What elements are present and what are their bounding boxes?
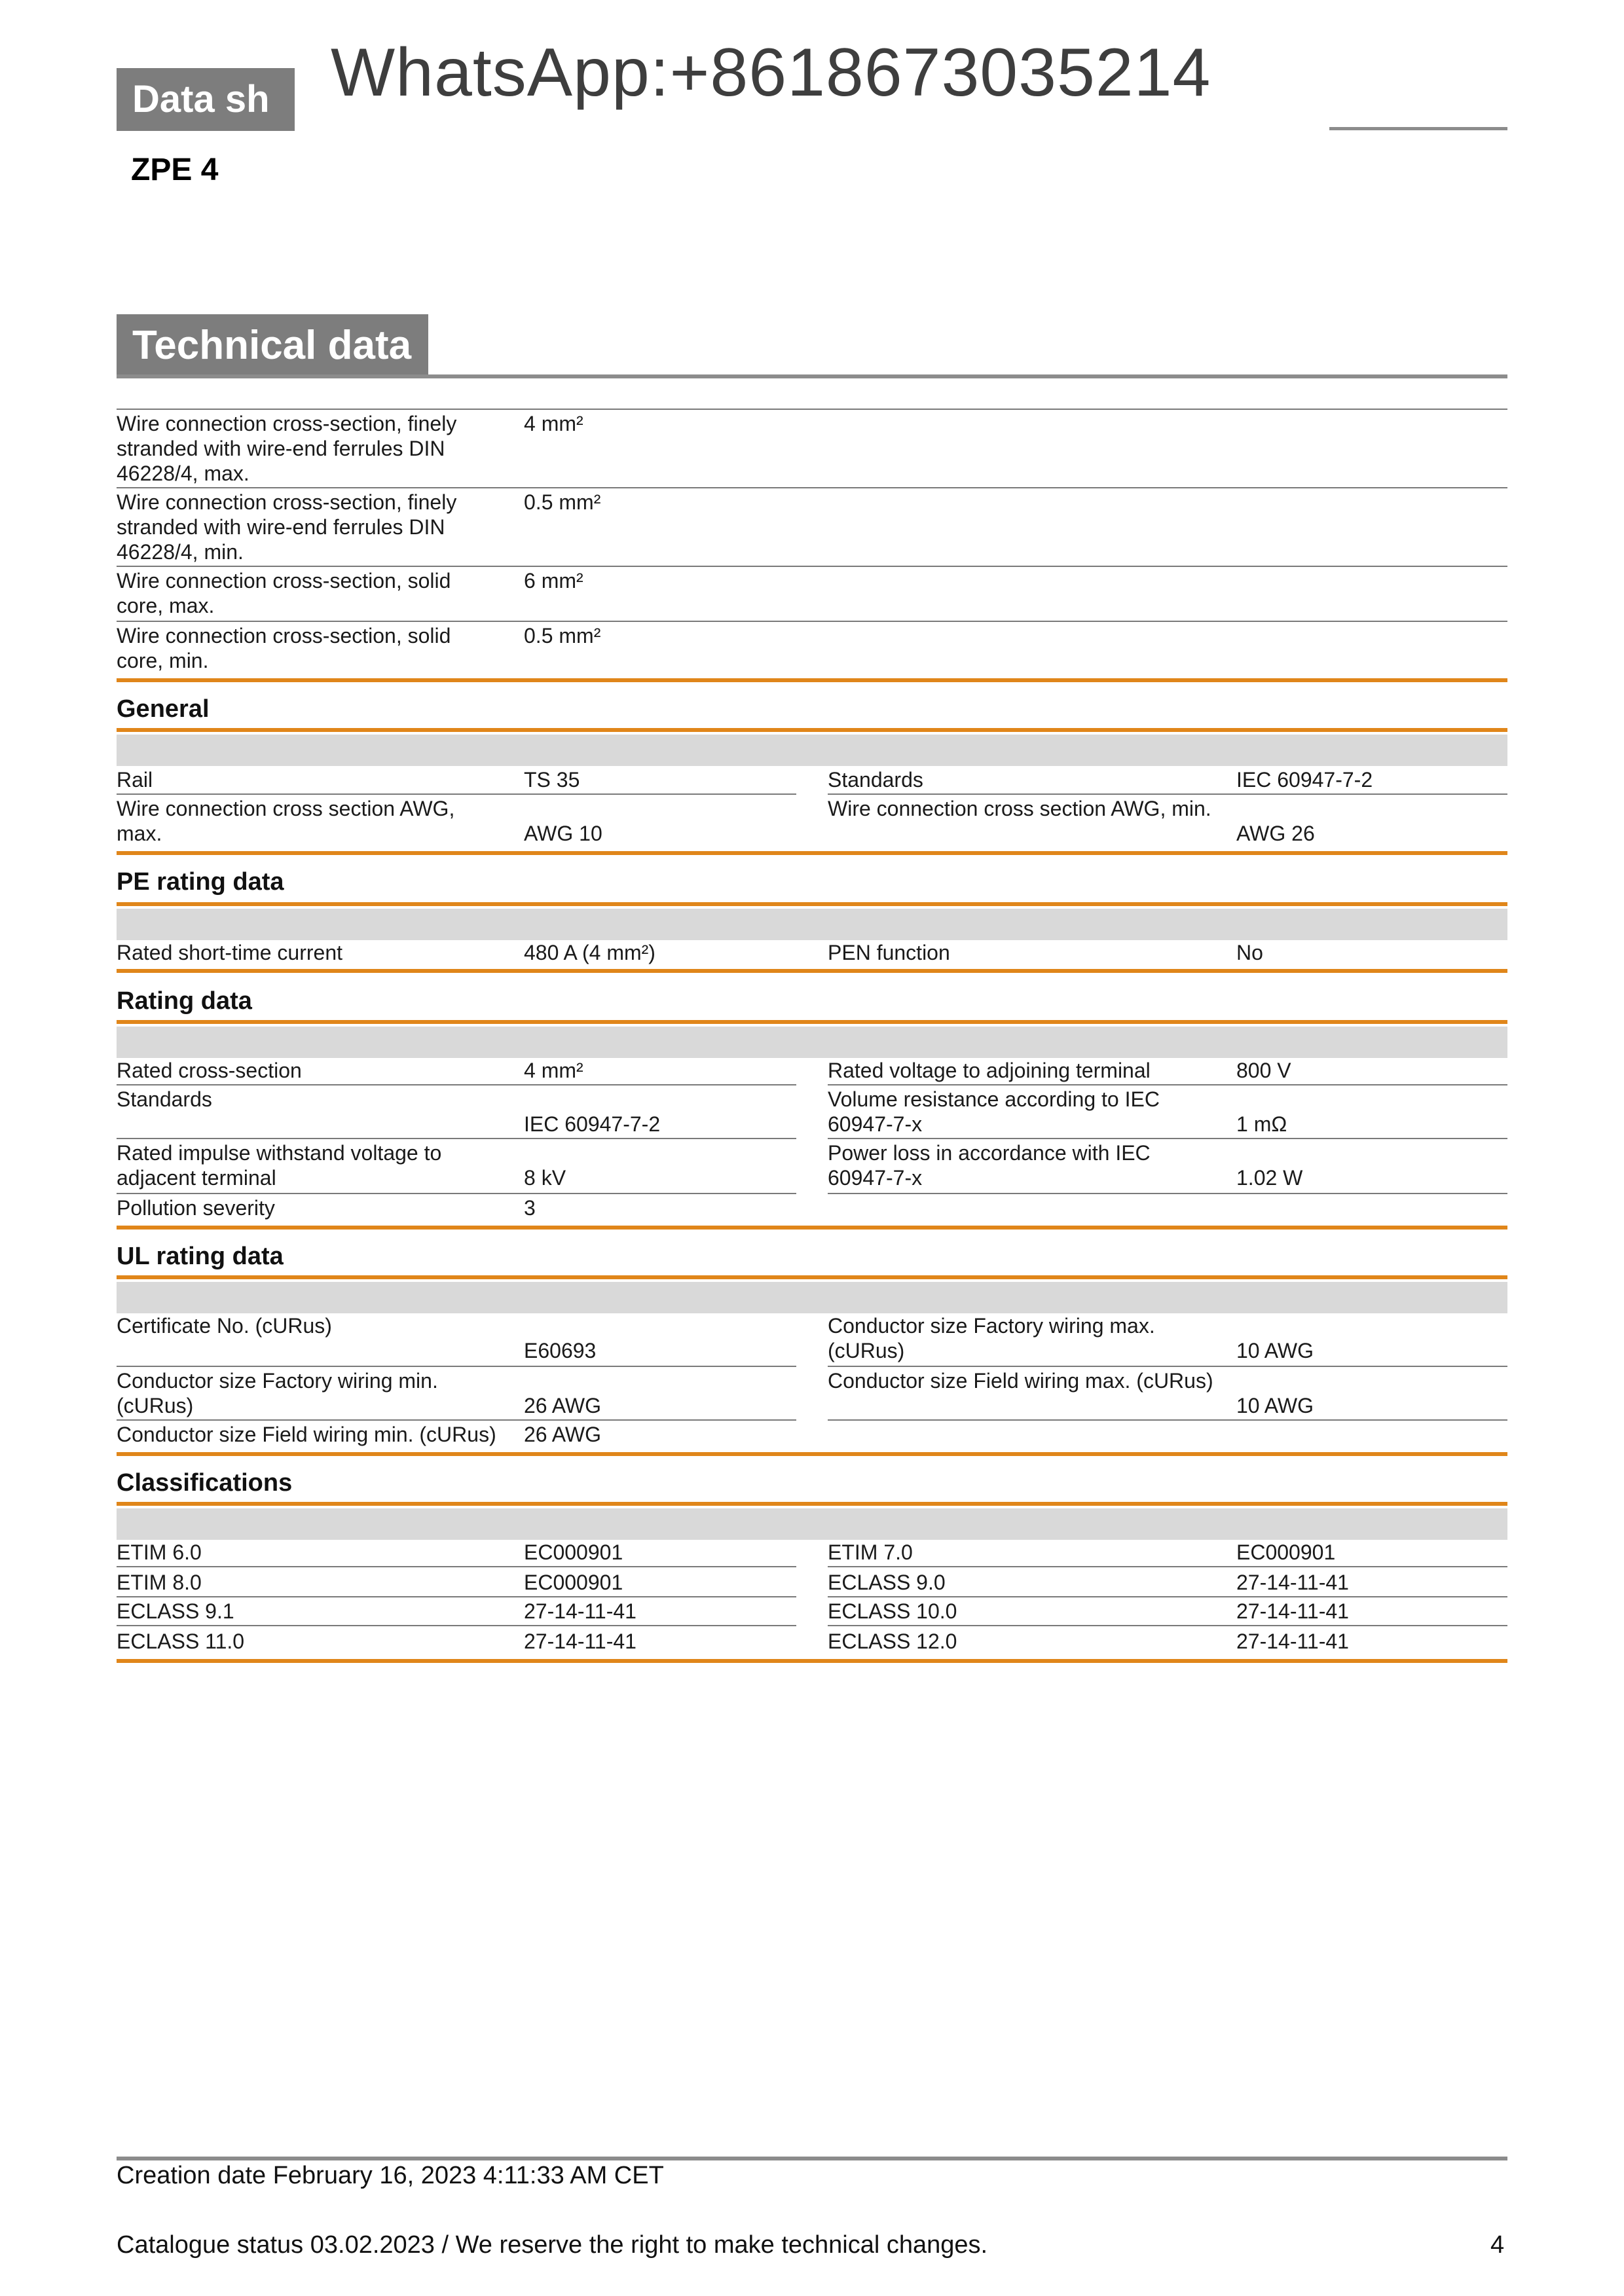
divider: [117, 621, 1507, 622]
ul-label: Conductor size Field wiring max. (cURus): [828, 1369, 1213, 1393]
watermark: [298, 0, 1326, 151]
section-band: [117, 909, 1507, 940]
section-band: [117, 1508, 1507, 1540]
pe-value: 480 A (4 mm²): [524, 941, 655, 964]
class-label: ETIM 6.0: [117, 1540, 202, 1564]
wire-label: Wire connection cross-section, finely stranded with wire-end ferrules DIN 46228/4, max.: [117, 412, 457, 485]
divider: [117, 1596, 796, 1597]
rating-value: 8 kV: [524, 1166, 566, 1190]
section-band: [117, 1282, 1507, 1313]
general-value: IEC 60947-7-2: [1236, 768, 1373, 792]
ul-label: Conductor size Field wiring min. (cURus): [117, 1423, 496, 1446]
creation-date: Creation date February 16, 2023 4:11:33 AM CET: [117, 2162, 664, 2189]
ul-value: 26 AWG: [524, 1394, 601, 1417]
ul-value: E60693: [524, 1339, 597, 1362]
class-label: ECLASS 10.0: [828, 1599, 957, 1623]
class-label: ETIM 8.0: [117, 1571, 202, 1594]
ul-heading: UL rating data: [117, 1243, 284, 1270]
rating-label: Standards: [117, 1087, 212, 1111]
section-divider: [117, 1020, 1507, 1024]
page-number: 4: [1490, 2231, 1505, 2259]
class-value: 27-14-11-41: [1236, 1571, 1349, 1594]
ul-value: 26 AWG: [524, 1423, 601, 1446]
wire-value: 6 mm²: [524, 569, 583, 592]
section-divider: [117, 1502, 1507, 1506]
rating-label: Volume resistance according to IEC 60947-7-x: [828, 1087, 1160, 1136]
divider: [828, 1419, 1507, 1421]
divider: [828, 793, 1507, 795]
header-rule: [1329, 127, 1507, 130]
section-divider: [117, 678, 1507, 682]
section-band: [117, 1027, 1507, 1058]
pe-heading: PE rating data: [117, 868, 284, 896]
pe-label: PEN function: [828, 941, 950, 964]
rating-label: Rated voltage to adjoining terminal: [828, 1059, 1151, 1082]
divider: [828, 1625, 1507, 1626]
divider: [117, 1566, 796, 1567]
class-value: EC000901: [524, 1540, 623, 1564]
divider: [117, 1366, 796, 1367]
rating-heading: Rating data: [117, 987, 252, 1015]
wire-label: Wire connection cross-section, solid core, max.: [117, 569, 451, 617]
class-label: ECLASS 9.0: [828, 1571, 946, 1594]
class-value: EC000901: [1236, 1540, 1336, 1564]
technical-data-title: Technical data: [117, 314, 428, 377]
ul-value: 10 AWG: [1236, 1394, 1314, 1417]
ul-label: Certificate No. (cURus): [117, 1314, 332, 1338]
divider: [828, 1566, 1507, 1567]
rating-label: Power loss in accordance with IEC 60947-7-x: [828, 1141, 1151, 1190]
divider: [117, 1084, 796, 1085]
divider: [828, 1138, 1507, 1139]
ul-label: Conductor size Factory wiring min. (cURus): [117, 1369, 438, 1417]
ul-value: 10 AWG: [1236, 1339, 1314, 1362]
class-value: 27-14-11-41: [524, 1599, 637, 1623]
class-label: ETIM 7.0: [828, 1540, 913, 1564]
rating-value: IEC 60947-7-2: [524, 1112, 661, 1136]
section-divider: [117, 1226, 1507, 1230]
class-value: 27-14-11-41: [1236, 1599, 1349, 1623]
wire-value: 0.5 mm²: [524, 490, 601, 514]
section-band: [117, 735, 1507, 766]
class-value: 27-14-11-41: [1236, 1630, 1349, 1653]
rating-value: 3: [524, 1196, 536, 1220]
wire-value: 4 mm²: [524, 412, 583, 435]
rating-value: 800 V: [1236, 1059, 1291, 1082]
divider: [117, 487, 1507, 488]
watermark-text: WhatsApp:+8618673035214: [331, 35, 1211, 111]
rating-label: Rated cross-section: [117, 1059, 302, 1082]
technical-data-rule: [117, 374, 1507, 378]
class-label: ECLASS 9.1: [117, 1599, 234, 1623]
section-divider: [117, 969, 1507, 973]
divider: [117, 1625, 796, 1626]
rating-value: 1 mΩ: [1236, 1112, 1287, 1136]
section-divider: [117, 728, 1507, 732]
divider: [117, 1419, 796, 1421]
general-value: AWG 10: [524, 822, 602, 845]
pe-label: Rated short-time current: [117, 941, 343, 964]
section-divider: [117, 902, 1507, 906]
wire-label: Wire connection cross-section, finely stranded with wire-end ferrules DIN 46228/4, min.: [117, 490, 457, 564]
wire-value: 0.5 mm²: [524, 624, 601, 647]
divider: [828, 1193, 1507, 1194]
header-title: Data sh: [117, 68, 295, 131]
divider: [828, 1084, 1507, 1085]
classifications-heading: Classifications: [117, 1469, 293, 1497]
general-label: Standards: [828, 768, 923, 792]
general-heading: General: [117, 695, 210, 723]
class-label: ECLASS 12.0: [828, 1630, 957, 1653]
rating-value: 4 mm²: [524, 1059, 583, 1082]
rating-label: Rated impulse withstand voltage to adjacent terminal: [117, 1141, 442, 1190]
divider: [117, 793, 796, 795]
divider: [828, 1596, 1507, 1597]
section-divider: [117, 1452, 1507, 1456]
wire-label: Wire connection cross-section, solid core, min.: [117, 624, 451, 672]
class-value: 27-14-11-41: [524, 1630, 637, 1653]
footer-rule: [117, 2157, 1507, 2160]
pe-value: No: [1236, 941, 1263, 964]
ul-label: Conductor size Factory wiring max. (cURus): [828, 1314, 1155, 1362]
divider: [828, 1366, 1507, 1367]
rating-label: Pollution severity: [117, 1196, 275, 1220]
rating-value: 1.02 W: [1236, 1166, 1303, 1190]
class-value: EC000901: [524, 1571, 623, 1594]
general-label: Rail: [117, 768, 153, 792]
class-label: ECLASS 11.0: [117, 1630, 245, 1653]
product-name: ZPE 4: [131, 153, 219, 187]
section-divider: [117, 1659, 1507, 1663]
section-divider: [117, 1275, 1507, 1279]
general-label: Wire connection cross section AWG, max.: [117, 797, 455, 845]
catalogue-status: Catalogue status 03.02.2023 / We reserve the right to make technical changes.: [117, 2231, 988, 2259]
section-divider: [117, 851, 1507, 855]
general-value: AWG 26: [1236, 822, 1315, 845]
general-label: Wire connection cross section AWG, min.: [828, 797, 1211, 820]
divider: [117, 566, 1507, 567]
divider: [117, 1138, 796, 1139]
general-value: TS 35: [524, 768, 580, 792]
divider: [117, 409, 1507, 410]
divider: [117, 1193, 796, 1194]
